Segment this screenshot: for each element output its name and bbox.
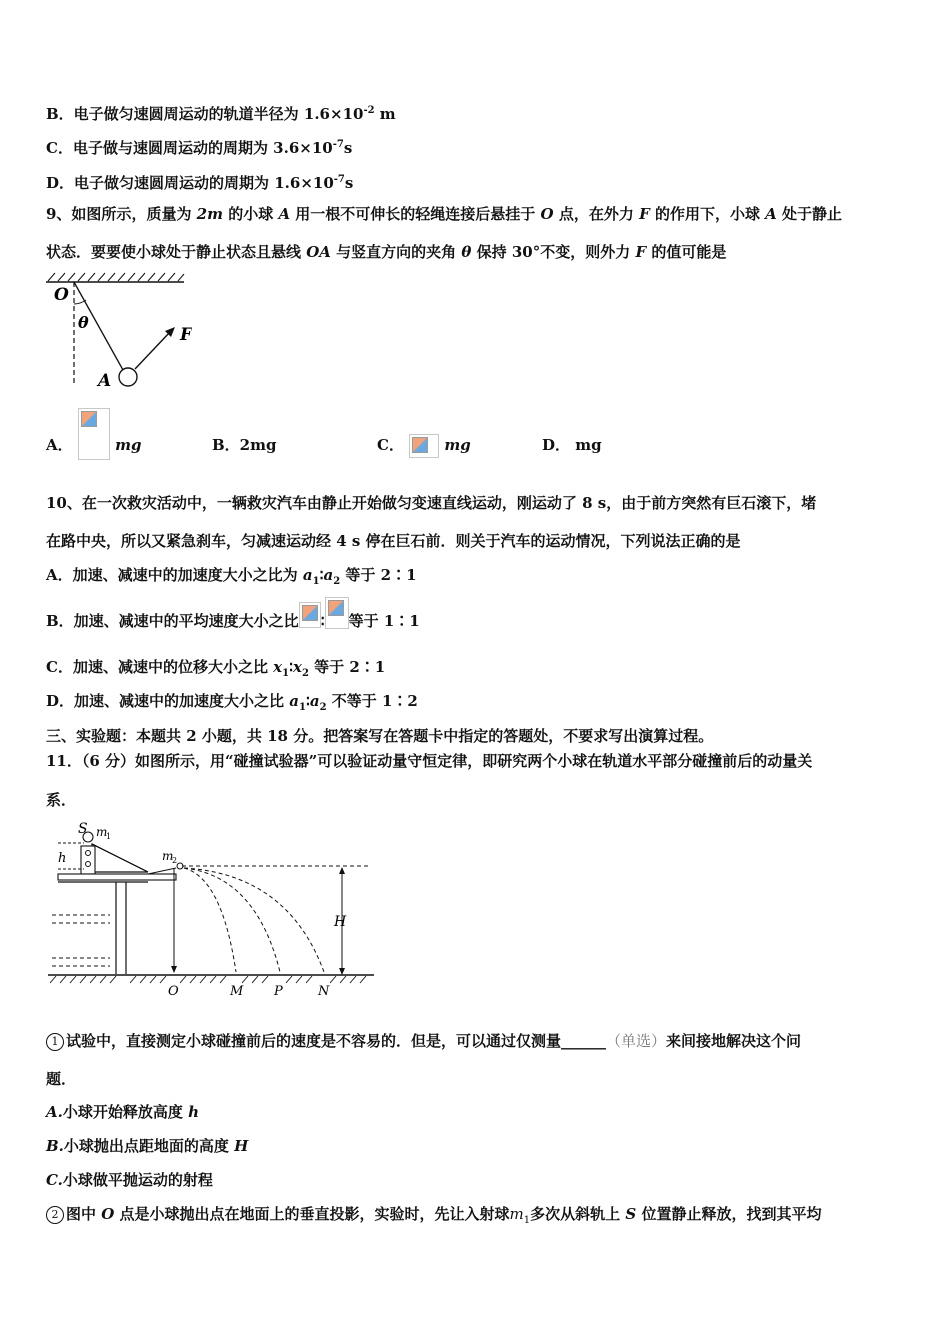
q11-option-text: 小球做平抛运动的射程 xyxy=(62,1171,213,1189)
q11-sub2-line-1 xyxy=(46,1204,821,1231)
q11-option-a xyxy=(46,1102,199,1122)
broken-image-icon xyxy=(409,434,439,458)
q9-stem-line-1 xyxy=(46,204,842,224)
q9-angle-label: θ xyxy=(461,243,472,261)
q8-option-b-text: B．电子做匀速圆周运动的轨道半径为 1.6×10 xyxy=(46,105,364,123)
ceiling-hatching xyxy=(48,273,184,281)
q10-sub: 2 xyxy=(319,702,327,713)
q11-option-letter: B. xyxy=(46,1137,64,1155)
label-h: h xyxy=(58,851,67,866)
q11-sub2-text: 点是小球抛出点在地面上的垂直投影，实验时，先让入射球 xyxy=(114,1205,510,1223)
q9-text: 处于静止 xyxy=(776,205,843,223)
q8-option-d-exponent: -7 xyxy=(333,174,345,185)
q11-option-c xyxy=(46,1170,213,1190)
q10-var: x xyxy=(273,658,283,676)
q10-text: C．加速、减速中的位移大小之比 xyxy=(46,658,274,676)
q9-option-a-label: A． xyxy=(46,436,73,454)
label-P: P xyxy=(274,984,283,998)
q9-text: 的小球 xyxy=(222,205,279,223)
track-end xyxy=(148,868,176,874)
q8-option-b xyxy=(46,101,396,124)
block-hole xyxy=(86,851,91,856)
q9-point-label: O xyxy=(540,205,554,223)
q8-option-c xyxy=(46,135,352,158)
q10-text: 不等于 1∶2 xyxy=(326,692,418,710)
label-m1-sub: 1 xyxy=(106,832,112,841)
q10-var: a xyxy=(302,566,313,584)
q9-option-c xyxy=(377,432,471,458)
force-arrow-line xyxy=(135,332,170,369)
q9-pendulum-figure xyxy=(42,270,192,395)
label-a: A xyxy=(98,371,112,391)
q10-option-a xyxy=(46,565,417,592)
q9-option-c-label: C． xyxy=(377,436,404,454)
q11-sub2-position: S xyxy=(625,1205,637,1223)
q9-option-b xyxy=(212,432,276,458)
label-o: O xyxy=(54,285,69,305)
track-board xyxy=(58,874,176,880)
ball-a xyxy=(119,368,137,386)
q9-option-a xyxy=(46,432,141,460)
q9-text: 保持 30°不变，则外力 xyxy=(471,243,636,261)
q10-text: D．加速、减速中的加速度大小之比 xyxy=(46,692,290,710)
q9-force-label: F xyxy=(635,243,647,261)
q10-option-c xyxy=(46,657,385,684)
q9-text: 点，在外力 xyxy=(553,205,640,223)
q9-text: 9、如图所示，质量为 xyxy=(46,205,197,223)
q11-sub1-line-2: 题． xyxy=(46,1070,77,1088)
label-f: F xyxy=(180,325,192,345)
q11-sub1-line-1 xyxy=(46,1031,801,1051)
q9-text: 用一根不可伸长的轻绳连接后悬挂于 xyxy=(290,205,541,223)
q11-option-text: 小球开始释放高度 xyxy=(62,1103,189,1121)
q10-option-d xyxy=(46,691,418,718)
plumb-arrow xyxy=(171,966,177,973)
q11-stem-line-1: 11．（6 分）如图所示，用“碰撞试验器”可以验证动量守恒定律，即研究两个小球在轨道水平部分碰撞前后的动量关 xyxy=(46,752,813,770)
section-3-heading: 三、实验题：本题共 2 小题，共 18 分。把答案写在答题卡中指定的答题处，不要求写出演算过程。 xyxy=(46,727,714,745)
q9-option-b-label: B．2mg xyxy=(212,436,277,454)
label-m2-sub: 2 xyxy=(172,856,178,865)
label-H: H xyxy=(334,914,347,930)
label-N: N xyxy=(318,984,330,998)
q11-sub2-point: O xyxy=(101,1205,115,1223)
q10-text: 等于 2∶1 xyxy=(308,658,386,676)
q9-option-c-unit: mg xyxy=(444,436,471,454)
block-hole xyxy=(86,862,91,867)
q10-sub: 1 xyxy=(282,668,290,679)
q8-option-b-unit: m xyxy=(374,105,396,123)
q11-option-text: 小球抛出点距地面的高度 xyxy=(63,1137,235,1155)
q11-stem-line-2: 系． xyxy=(46,791,77,809)
q11-sub1-text: 试验中，直接测定小球碰撞前后的速度是不容易的．但是，可以通过仅测量______ xyxy=(66,1032,607,1050)
q10-var: a xyxy=(309,692,320,710)
q10-sub: 2 xyxy=(301,668,309,679)
q10-var: x xyxy=(293,658,302,676)
q11-option-var: h xyxy=(188,1103,200,1121)
q10-var: a xyxy=(289,692,299,710)
q9-option-d-label: D． mg xyxy=(542,436,602,454)
q10-text: B．加速、减速中的平均速度大小之比 xyxy=(46,612,299,630)
q9-mass: 2m xyxy=(196,205,223,223)
q11-sub2-text: 图中 xyxy=(66,1205,102,1223)
q11-sub2-text: 多次从斜轨上 xyxy=(530,1205,626,1223)
label-theta: θ xyxy=(78,313,89,332)
q10-stem-line-2: 在路中央，所以又紧急刹车，匀减速运动经 4 s 停在巨石前．则关于汽车的运动情况，下列说法正确的是 xyxy=(46,532,741,550)
broken-image-icon xyxy=(78,408,110,460)
q9-line-label: OA xyxy=(306,243,331,261)
q8-option-b-exponent: -2 xyxy=(363,105,375,116)
broken-image-icon xyxy=(299,602,321,628)
q8-option-d-unit: s xyxy=(344,174,354,192)
q10-text: ∶ xyxy=(305,692,310,710)
q10-text: ∶ xyxy=(289,658,293,676)
label-m2: m xyxy=(162,849,174,863)
q9-option-d xyxy=(542,432,602,458)
q9-text: 的值可能是 xyxy=(646,243,727,261)
ramp xyxy=(92,844,148,872)
q11-option-b xyxy=(46,1136,248,1156)
q11-option-var: H xyxy=(234,1137,249,1155)
q11-collision-apparatus-figure xyxy=(44,822,384,998)
q10-text: ∶ xyxy=(320,612,325,630)
q10-text: A．加速、减速中的加速度大小之比为 xyxy=(46,566,303,584)
single-choice-tag: （单选） xyxy=(606,1032,667,1050)
label-O: O xyxy=(168,984,179,998)
q11-sub2-mass: m xyxy=(509,1205,524,1223)
q11-option-letter: A. xyxy=(46,1103,63,1121)
q8-option-d-text: D．电子做匀速圆周运动的周期为 1.6×10 xyxy=(46,174,334,192)
q9-ball-label: A xyxy=(278,205,291,223)
q10-sub: 2 xyxy=(333,576,341,587)
trajectory-n xyxy=(184,868,324,972)
broken-image-icon xyxy=(325,597,349,629)
q9-text: 状态．要要使小球处于静止状态且悬线 xyxy=(46,243,307,261)
label-s: S xyxy=(78,822,88,837)
q10-text: 等于 2∶1 xyxy=(340,566,417,584)
ground-hatching xyxy=(50,976,366,983)
q8-option-c-exponent: -7 xyxy=(332,139,344,150)
label-m1: m xyxy=(96,825,108,839)
q8-option-c-text: C．电子做与速圆周运动的周期为 3.6×10 xyxy=(46,139,333,157)
q9-text: 与竖直方向的夹角 xyxy=(330,243,462,261)
q11-sub2-mass-sub: 1 xyxy=(523,1215,531,1226)
q9-ball-label: A xyxy=(765,205,777,223)
trajectory-m xyxy=(184,868,236,972)
q8-option-c-unit: s xyxy=(343,139,353,157)
circled-number-1: 1 xyxy=(46,1033,64,1051)
height-H-arrow-bottom xyxy=(339,968,345,975)
q10-sub: 1 xyxy=(312,576,320,587)
q11-sub1-text: 来间接地解决这个问 xyxy=(666,1032,802,1050)
trajectory-p xyxy=(184,868,280,972)
q11-option-letter: C. xyxy=(46,1171,63,1189)
q9-stem-line-2 xyxy=(46,242,726,262)
q8-option-d xyxy=(46,170,353,193)
q11-sub2-text: 位置静止释放，找到其平均 xyxy=(636,1205,822,1223)
q9-text: 的作用下，小球 xyxy=(649,205,766,223)
q10-text: ∶ xyxy=(319,566,324,584)
q10-option-b xyxy=(46,611,420,631)
q10-text: 等于 1∶1 xyxy=(348,612,420,630)
q9-options xyxy=(46,432,926,462)
label-M: M xyxy=(230,984,244,998)
circled-number-2: 2 xyxy=(46,1206,64,1224)
height-H-arrow-top xyxy=(339,867,345,874)
q10-sub: 1 xyxy=(298,702,306,713)
q9-force-label: F xyxy=(639,205,650,223)
q10-var: a xyxy=(323,566,334,584)
q9-option-a-unit: mg xyxy=(115,436,142,454)
table-leg xyxy=(116,882,126,974)
q10-stem-line-1: 10、在一次救灾活动中，一辆救灾汽车由静止开始做匀变速直线运动，刚运动了 8 s，由于前方突然有巨石滚下，堵 xyxy=(46,494,817,512)
